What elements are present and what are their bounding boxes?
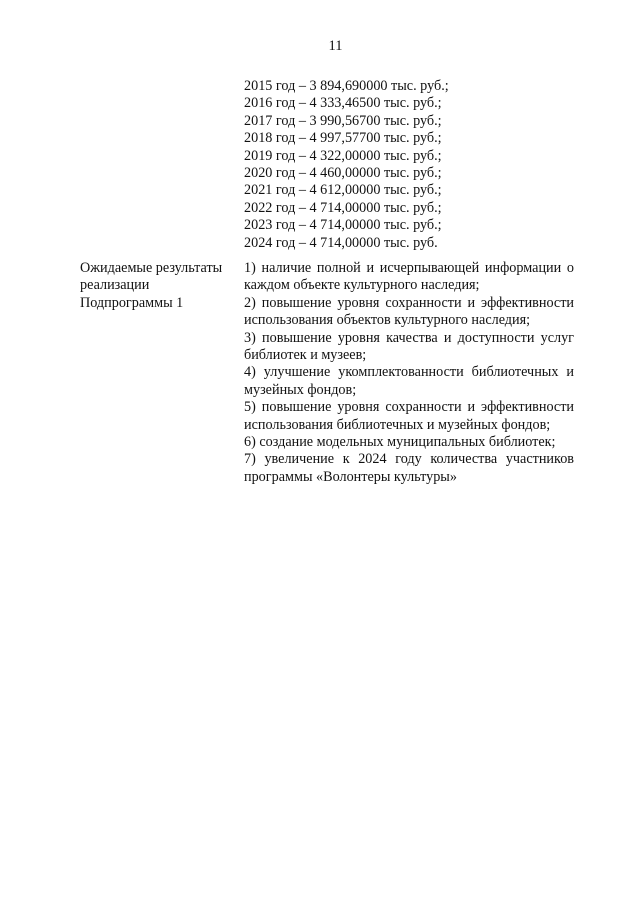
funding-by-year-list — [244, 78, 574, 252]
result-item: 1) наличие полной и исчерпывающей информации о каждом объекте культурного наследия; — [244, 260, 574, 294]
funding-line: 2019 год – 4 322,00000 тыс. руб.; — [244, 147, 442, 164]
funding-line: 2017 год – 3 990,56700 тыс. руб.; — [244, 112, 442, 129]
expected-results-row — [80, 260, 575, 486]
result-item: 5) повышение уровня сохранности и эффективности использования библиотечных и музейных фондов; — [244, 399, 574, 433]
funding-line: 2024 год – 4 714,00000 тыс. руб. — [244, 234, 438, 251]
funding-line: 2021 год – 4 612,00000 тыс. руб.; — [244, 182, 442, 199]
funding-line: 2018 год – 4 997,57700 тыс. руб.; — [244, 130, 442, 147]
funding-line: 2015 год – 3 894,690000 тыс. руб.; — [244, 78, 449, 94]
page-number: 11 — [328, 38, 343, 54]
result-item: 2) повышение уровня сохранности и эффективности использования объектов культурного наследия; — [244, 294, 574, 329]
funding-line: 2022 год – 4 714,00000 тыс. руб.; — [244, 199, 442, 216]
result-item: 4) улучшение укомплектованности библиотечных и музейных фондов; — [244, 364, 574, 398]
result-item: 6) создание модельных муниципальных библиотек; — [244, 434, 556, 451]
funding-line: 2020 год – 4 460,00000 тыс. руб.; — [244, 165, 442, 182]
funding-line: 2016 год – 4 333,46500 тыс. руб.; — [244, 95, 442, 112]
expected-results-label: Ожидаемые результаты реализации Подпрограммы 1 — [80, 260, 223, 311]
expected-results-list — [244, 260, 574, 486]
result-item: 7) увеличение к 2024 году количества участников программы «Волонтеры культуры» — [244, 451, 574, 485]
funding-line: 2023 год – 4 714,00000 тыс. руб.; — [244, 217, 442, 234]
result-item: 3) повышение уровня качества и доступности услуг библиотек и музеев; — [244, 329, 574, 364]
